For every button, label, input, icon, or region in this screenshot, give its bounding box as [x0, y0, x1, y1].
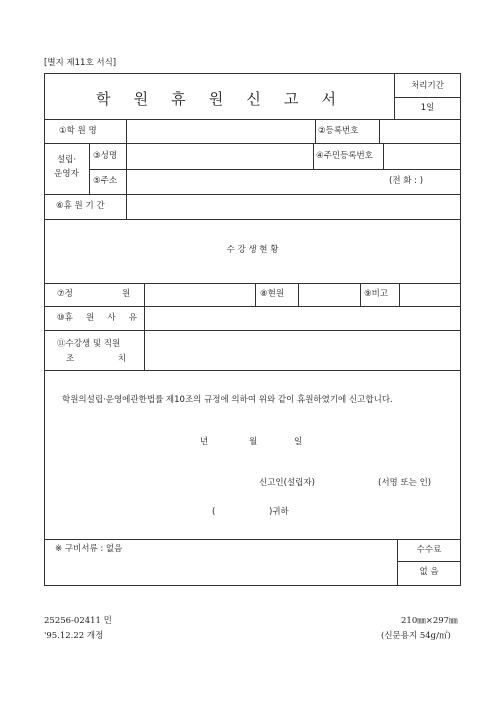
address-label: ⑤주소 [93, 176, 118, 186]
title-char: 서 [321, 90, 336, 108]
measures-label-line2 [66, 355, 126, 364]
form-title [96, 88, 336, 108]
date-month-label: 월 [249, 437, 258, 447]
closure-reason-label [57, 314, 137, 323]
registration-number-field[interactable] [380, 120, 460, 142]
closure-period-field[interactable] [127, 195, 460, 218]
note-field[interactable] [400, 284, 460, 305]
title-char: 신 [246, 90, 261, 108]
registration-number-label: ②등록번호 [318, 126, 359, 136]
reason-label-part: 유 [128, 313, 137, 323]
name-label: ③성명 [93, 151, 118, 161]
reason-label-part: 원 [86, 313, 95, 323]
academy-name-field[interactable] [127, 120, 314, 142]
form-number-label: [별지 제11호 서식] [44, 58, 117, 68]
title-char: 고 [283, 90, 299, 108]
paper-size: 210㎜×297㎜ [401, 616, 458, 626]
addressee-open-paren: ( [212, 507, 216, 517]
name-field[interactable] [127, 144, 312, 168]
closure-reason-field[interactable] [145, 307, 460, 329]
date-day-label: 일 [294, 437, 303, 447]
form-code: 25256-02411 민 [44, 616, 112, 626]
reason-label-part: 사 [107, 313, 116, 323]
signature-label: (서명 또는 인) [378, 478, 432, 488]
title-char: 원 [133, 90, 149, 108]
measures-field[interactable] [145, 331, 460, 369]
addressee-suffix: )귀하 [269, 507, 289, 517]
quota-field[interactable] [145, 284, 254, 305]
measures-label-part: 조 [66, 354, 75, 364]
address-field[interactable] [127, 170, 387, 193]
declaration-text: 학원의설립·운영에관한법률 제10조의 규정에 의하여 위와 같이 휴원하였기에 신고합니다. [62, 395, 393, 405]
date-year-label: 년 [200, 437, 209, 447]
student-status-heading: 수 강 생 현 황 [226, 245, 279, 255]
reason-label-part: ⑩휴 [57, 313, 73, 323]
academy-name-label: ①학 원 명 [59, 126, 97, 136]
required-documents-note: ※ 구비서류 : 없음 [55, 544, 123, 554]
phone-label: (전 화 : ) [389, 176, 424, 186]
revision-date: '95.12.22 개정 [44, 631, 104, 641]
current-enrollment-field[interactable] [299, 284, 359, 305]
reporter-label: 신고인(설립자) [259, 478, 315, 488]
measures-label-part: 치 [117, 354, 126, 364]
processing-period-value: 1일 [420, 103, 435, 113]
fee-label: 수수료 [416, 545, 442, 555]
fee-value: 없 음 [419, 567, 439, 577]
quota-label: ⑦정 [57, 289, 73, 299]
note-label: ⑨비고 [364, 289, 389, 299]
closure-period-label: ⑥휴 원 기 간 [56, 201, 105, 211]
measures-label-line1: ⑪수강생 및 직원 [57, 339, 121, 349]
addressee-field[interactable] [218, 504, 268, 518]
resident-number-label: ④주민등록번호 [316, 151, 373, 161]
current-enrollment-label: ⑧현원 [260, 289, 285, 299]
resident-number-field[interactable] [384, 144, 460, 168]
title-char: 원 [208, 90, 224, 108]
title-char: 휴 [171, 90, 186, 108]
founder-operator-label-line1: 설립· [56, 155, 77, 165]
processing-period-label: 처리기간 [411, 81, 444, 91]
quota-label-suffix: 원 [122, 289, 131, 299]
founder-operator-label-line2: 운영자 [54, 169, 79, 179]
paper-type: (신문용지 54g/㎡) [381, 631, 451, 641]
title-char: 학 [96, 90, 111, 108]
